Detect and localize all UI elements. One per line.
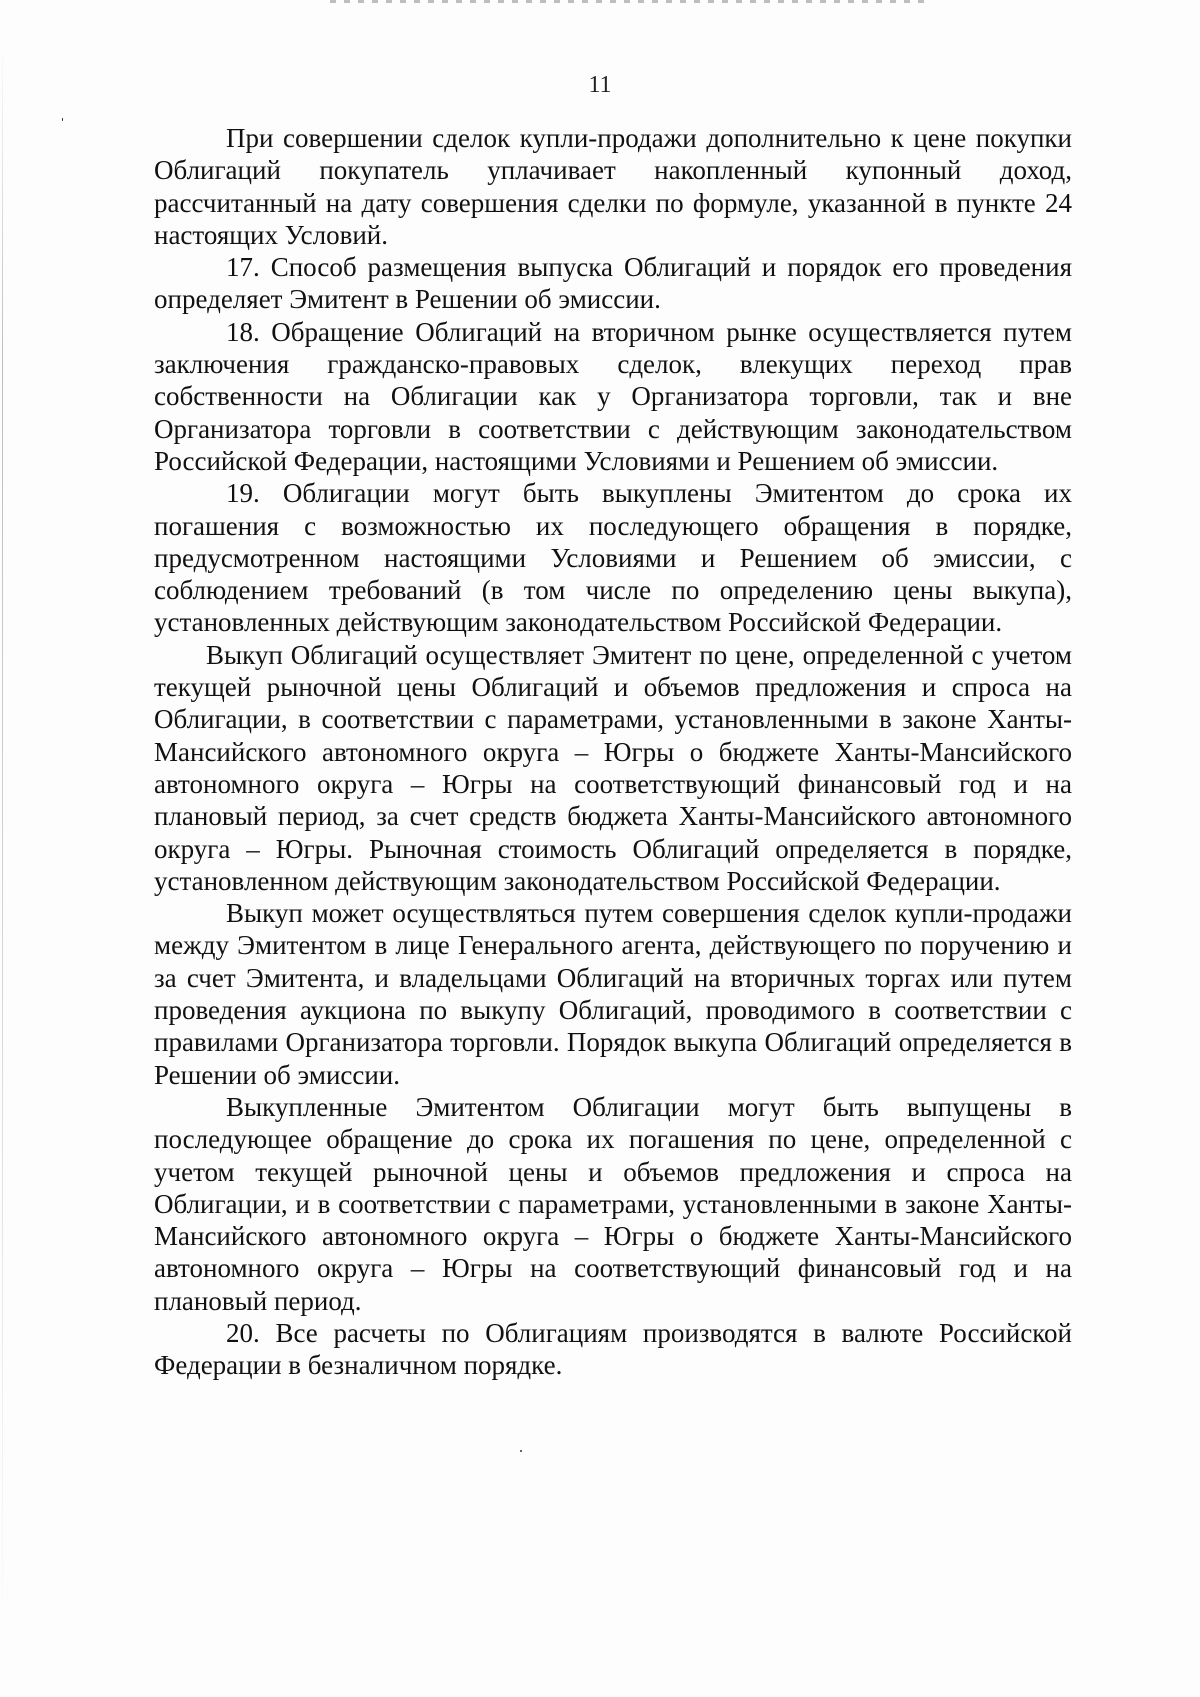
paragraph-18: 18. Обращение Облигаций на вторичном рынке осуществляется путем заключения гражданско-правовых сделок, влекущих переход прав собственности на Облигации как у Организатора торговли, так и вне Организатора торговли в соответствии с действующим законодательством Российской Федерации, настоящими Условиями и Решением об эмиссии. <box>154 316 1072 476</box>
document-body <box>154 122 1072 1382</box>
scan-artifact-top <box>330 0 930 3</box>
paragraph-buyback-price: Выкуп Облигаций осуществляет Эмитент по цене, определенной с учетом текущей рыночной цены Облигаций и объемов предложения и спроса на Облигации, в соответствии с параметрами, установленными в законе Ханты-Мансийского автономного округа – Югры о бюджете Ханты-Мансийского автономного округа – Югры на соответствующий финансовый год и на плановый период, за счет средств бюджета Ханты-Мансийского автономного округа – Югры. Рыночная стоимость Облигаций определяется в порядке, установленном действующим законодательством Российской Федерации. <box>154 639 1072 896</box>
paragraph-recirculation: Выкупленные Эмитентом Облигации могут быть выпущены в последующее обращение до срока их погашения по цене, определенной с учетом текущей рыночной цены и объемов предложения и спроса на Облигации, и в соответствии с параметрами, установленными в законе Ханты-Мансийского автономного округа – Югры о бюджете Ханты-Мансийского автономного округа – Югры на соответствующий финансовый год и на плановый период. <box>154 1091 1072 1316</box>
scan-speck <box>520 1450 522 1452</box>
paragraph-purchase-coupon: При совершении сделок купли-продажи дополнительно к цене покупки Облигаций покупатель уплачивает накопленный купонный доход, рассчитанный на дату совершения сделки по формуле, указанной в пункте 24 настоящих Условий. <box>154 123 1072 250</box>
paragraph-19: 19. Облигации могут быть выкуплены Эмитентом до срока их погашения с возможностью их последующего обращения в порядке, предусмотренном настоящими Условиями и Решением об эмиссии, с соблюдением требований (в том числе по определению цены выкупа), установленных действующим законодательством Российской Федерации. <box>154 478 1072 638</box>
scan-speck <box>62 118 63 121</box>
paragraph-17: 17. Способ размещения выпуска Облигаций и порядок его проведения определяет Эмитент в Решении об эмиссии. <box>154 252 1072 315</box>
paragraph-20: 20. Все расчеты по Облигациям производятся в валюте Российской Федерации в безналичном порядке. <box>154 1317 1072 1381</box>
scan-artifact-left-edge <box>2 40 3 1640</box>
page-number: 11 <box>588 72 612 98</box>
paragraph-buyback-method: Выкуп может осуществляться путем совершения сделок купли-продажи между Эмитентом в лице Генерального агента, действующего по поручению и за счет Эмитента, и владельцами Облигаций на вторичных торгах или путем проведения аукциона по выкупу Облигаций, проводимого в соответствии с правилами Организатора торговли. Порядок выкупа Облигаций определяется в Решении об эмиссии. <box>154 898 1072 1090</box>
